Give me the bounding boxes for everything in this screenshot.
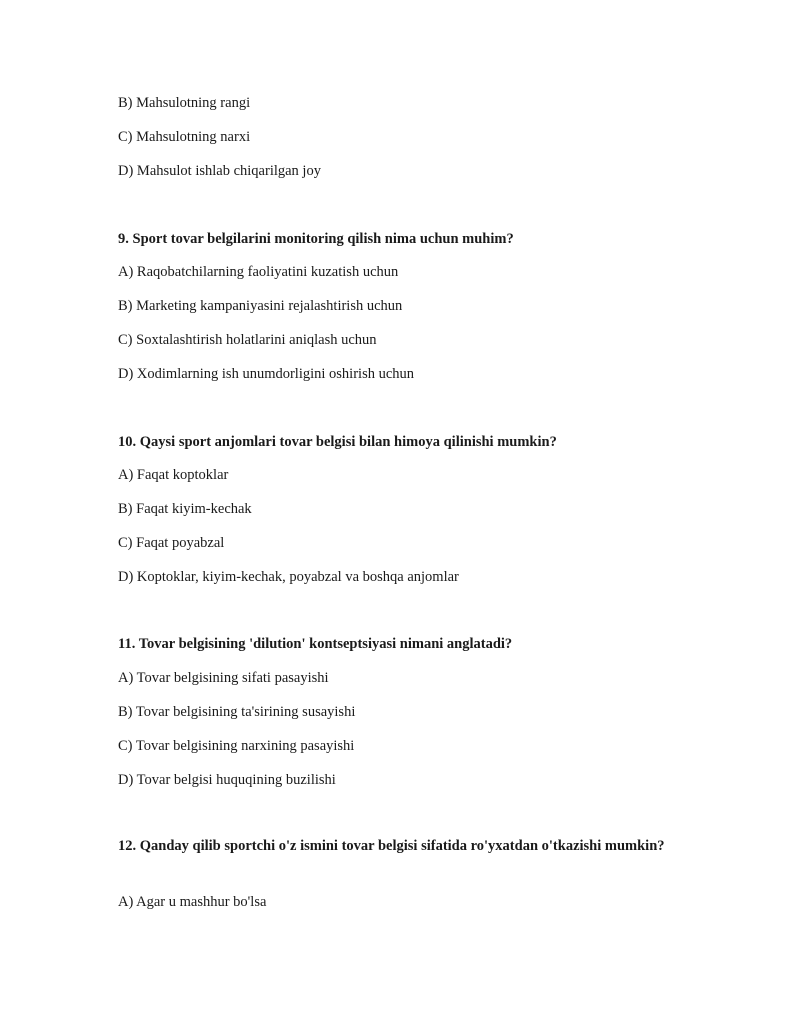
option-11a: A) Tovar belgisining sifati pasayishi bbox=[118, 670, 329, 686]
option-8b: B) Mahsulotning rangi bbox=[118, 95, 251, 111]
option-11c: C) Tovar belgisining narxining pasayishi bbox=[118, 738, 355, 754]
question-9: 9. Sport tovar belgilarini monitoring qilish nima uchun muhim? bbox=[118, 231, 514, 247]
option-9c: C) Soxtalashtirish holatlarini aniqlash uchun bbox=[118, 332, 377, 348]
question-10: 10. Qaysi sport anjomlari tovar belgisi bilan himoya qilinishi mumkin? bbox=[118, 434, 557, 450]
option-9a: A) Raqobatchilarning faoliyatini kuzatish uchun bbox=[118, 264, 399, 280]
option-12a: A) Agar u mashhur bo'lsa bbox=[118, 894, 267, 910]
option-10d: D) Koptoklar, kiyim-kechak, poyabzal va boshqa anjomlar bbox=[118, 569, 459, 585]
option-10c: C) Faqat poyabzal bbox=[118, 535, 225, 551]
question-12: 12. Qanday qilib sportchi o'z ismini tovar belgisi sifatida ro'yxatdan o'tkazishi mumkin? bbox=[118, 838, 665, 854]
option-10a: A) Faqat koptoklar bbox=[118, 467, 229, 483]
question-11: 11. Tovar belgisining 'dilution' kontseptsiyasi nimani anglatadi? bbox=[118, 636, 513, 652]
option-8d: D) Mahsulot ishlab chiqarilgan joy bbox=[118, 163, 321, 179]
option-11b: B) Tovar belgisining ta'sirining susayishi bbox=[118, 704, 356, 720]
option-9d: D) Xodimlarning ish unumdorligini oshirish uchun bbox=[118, 366, 415, 382]
option-11d: D) Tovar belgisi huquqining buzilishi bbox=[118, 772, 336, 788]
option-10b: B) Faqat kiyim-kechak bbox=[118, 501, 252, 517]
option-9b: B) Marketing kampaniyasini rejalashtirish uchun bbox=[118, 298, 403, 314]
option-8c: C) Mahsulotning narxi bbox=[118, 129, 251, 145]
